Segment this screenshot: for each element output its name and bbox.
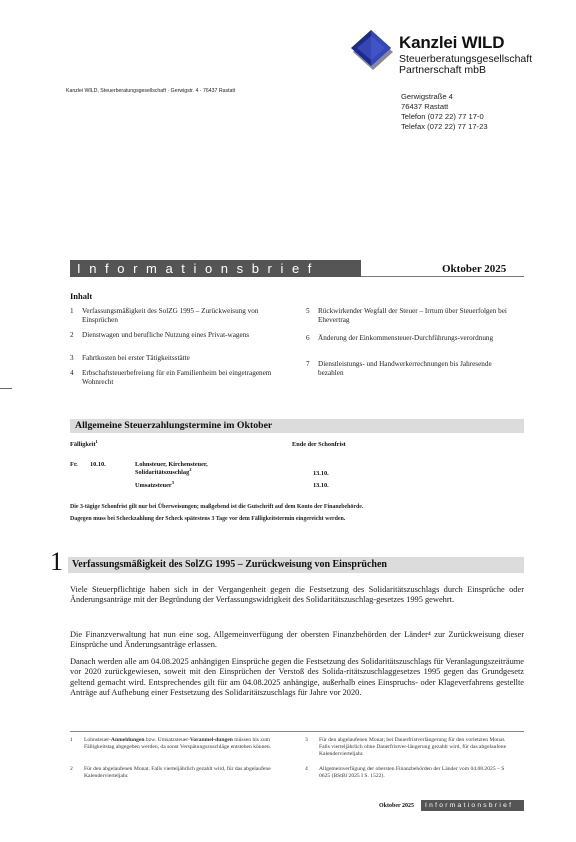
tax-item: Lohnsteuer, Kirchensteuer, (135, 461, 208, 468)
footnote-text: Für den abgelaufenen Monat; bei Dauerfristverlängerung für den vorletzten Monat. Falls vierteljährlich ohne Dauerfristver-längerung gezahlt wird, für das abgelaufene Kalendervierteljahr. (319, 737, 507, 758)
contents-item-number: 3 (70, 354, 74, 362)
contents-item-number: 7 (306, 360, 310, 368)
contents-item-text: Erbschaftsteuerbefreiung für ein Familienheim bei eingetragenem Wohnrecht (82, 369, 272, 386)
contents-item-text: Dienstleistungs- und Handwerkerrechnungen bis Jahresende bezahlen (318, 360, 492, 377)
contents-item-text: Rückwirkender Wegfall der Steuer – Irrtum über Steuerfolgen bei Ehevertrag (318, 307, 507, 324)
article-paragraph: Danach werden alle am 04.08.2025 anhängigen Einsprüche gegen die Festsetzung des Solidaritätszuschlags für Veranlagungszeiträume vor 2020 zurückgewiesen, soweit mit den Einsprüchen der Verstoß des Solida-ritätszuschlaggesetzes 1995 gegen das Grundgesetz geltend gemacht wird. Entsprechendes gilt für am 04.08.2025 anhängige, außerhalb eines Einspruchs- oder Klageverfahrens gestellte Anträge auf Aufhebung einer Festsetzung des Solidaritätszuschlags für Jahre vor 2020. (70, 657, 524, 697)
firm-subtitle-line: Partnerschaft mbB (399, 64, 486, 76)
footer-date: Oktober 2025 (379, 803, 415, 809)
footnote-text-part: Lohnsteuer- (84, 737, 111, 743)
address-line: Telefon (072 22) 77 17-0 (401, 112, 484, 121)
footnote-ref: 2 (189, 466, 192, 472)
tax-item-label: Umsatzsteuer (135, 482, 172, 489)
due-column-header (70, 438, 98, 449)
sender-return-address: Kanzlei WILD, Steuerberatungsgesellschaft · Gerwigstr. 4 · 76437 Rastatt (66, 88, 236, 94)
article-title: Verfassungsmäßigkeit des SolZG 1995 – Zurückweisung von Einsprüchen (72, 559, 387, 570)
firm-name: Kanzlei WILD (399, 33, 505, 52)
row-weekday: Fr. (70, 461, 78, 468)
address-line: 76437 Rastatt (401, 102, 449, 111)
grace-end-date: 13.10. (313, 482, 329, 489)
grace-column-header: Ende der Schonfrist (292, 441, 346, 448)
dates-note-line: Dagegen muss bei Scheckzahlung der Scheck spätestens 3 Tage vor dem Fälligkeitstermin eingereicht werden. (70, 516, 346, 522)
contents-item-number: 4 (70, 369, 74, 377)
footnote-number: 2 (70, 766, 73, 772)
footnote-ref: 3 (171, 479, 174, 485)
firm-subtitle (399, 54, 532, 76)
contents-item-number: 1 (70, 307, 74, 315)
grace-end-date: 13.10. (313, 470, 329, 477)
tax-item-label: Solidaritätszuschlag (135, 469, 190, 476)
address-line: Telefax (072 22) 77 17-23 (401, 122, 488, 131)
contents-item-number: 6 (306, 334, 310, 342)
firm-address-block (401, 92, 488, 132)
fold-mark (0, 388, 12, 389)
contents-item-text: Fahrtkosten bei erster Tätigkeitsstätte (82, 354, 190, 362)
dates-note-line: Die 3-tägige Schonfrist gilt nur bei Überweisungen; maßgebend ist die Gutschrift auf dem Konto der Finanzbehörde. (70, 504, 364, 510)
dates-note (70, 501, 363, 525)
article-paragraph: Die Finanzverwaltung hat nun eine sog. Allgemeinverfügung der obersten Finanzbehörden der Länder⁴ zur Zurückweisung dieser Einsprüche und Änderungsanträge erlassen. (70, 630, 524, 650)
footnote-text: Für den abgelaufenen Monat. Falls vierteljährlich gezahlt wird, für das abgelaufene Kalendervierteljahr. (84, 766, 271, 780)
footer-title: Informationsbrief (425, 802, 514, 809)
footnote-ref: 1 (95, 438, 98, 444)
contents-item-number: 2 (70, 331, 74, 339)
contents-item-text: Dienstwagen und berufliche Nutzung eines Privat-wagens (82, 331, 250, 339)
article-paragraph: Viele Steuerpflichtige haben sich in der Vergangenheit gegen die Festsetzung des Solidaritätszuschlags durch Einsprüche oder Änderungsanträge mit der Begründung der Verfassungswidrigkeit des Solidaritätszuschlag-gesetzes 1995 gewehrt. (70, 585, 524, 605)
contents-heading: Inhalt (70, 291, 93, 301)
due-column-label: Fälligkeit (70, 441, 96, 448)
tax-item (135, 466, 192, 477)
footnote-text-part: müssen bis zum Fälligkeitstag abgegeben werden, da sonst Verspätungszuschläge entstehen können. (84, 737, 272, 751)
contents-item-text: Verfassungsmäßigkeit des SolZG 1995 – Zurückweisung von Einsprüchen (82, 307, 259, 324)
footnote-number: 4 (305, 766, 308, 772)
footnote-emphasis: Anmeldungen (110, 737, 145, 743)
masthead-title: Informationsbrief (77, 261, 321, 276)
footnote-text-part: bzw. Umsatzsteuer- (144, 737, 190, 743)
footnote-text: Allgemeinverfügung der obersten Finanzbehörden der Länder vom 04.08.2025 – S 0625 (BStBl 2025 I S. 1522). (319, 766, 505, 780)
firm-subtitle-line: Steuerberatungsgesellschaft (399, 53, 533, 65)
address-line: Gerwigstraße 4 (401, 92, 453, 101)
firm-logo-icon (349, 30, 397, 72)
footnote-emphasis: Voranmel-dungen (189, 737, 233, 743)
issue-date: Oktober 2025 (442, 263, 507, 275)
tax-item (135, 479, 174, 490)
article-number: 1 (50, 547, 63, 576)
footnote-number: 1 (70, 737, 73, 743)
masthead-rule (361, 276, 524, 277)
footnote-text (84, 737, 274, 751)
footnote-rule (70, 731, 524, 732)
dates-section-title: Allgemeine Steuerzahlungstermine im Oktober (75, 420, 273, 431)
contents-item-number: 5 (306, 307, 310, 315)
footnote-number: 3 (305, 737, 308, 743)
contents-item-text: Änderung der Einkommensteuer-Durchführungs-verordnung (318, 334, 494, 342)
row-due-date: 10.10. (90, 461, 106, 468)
